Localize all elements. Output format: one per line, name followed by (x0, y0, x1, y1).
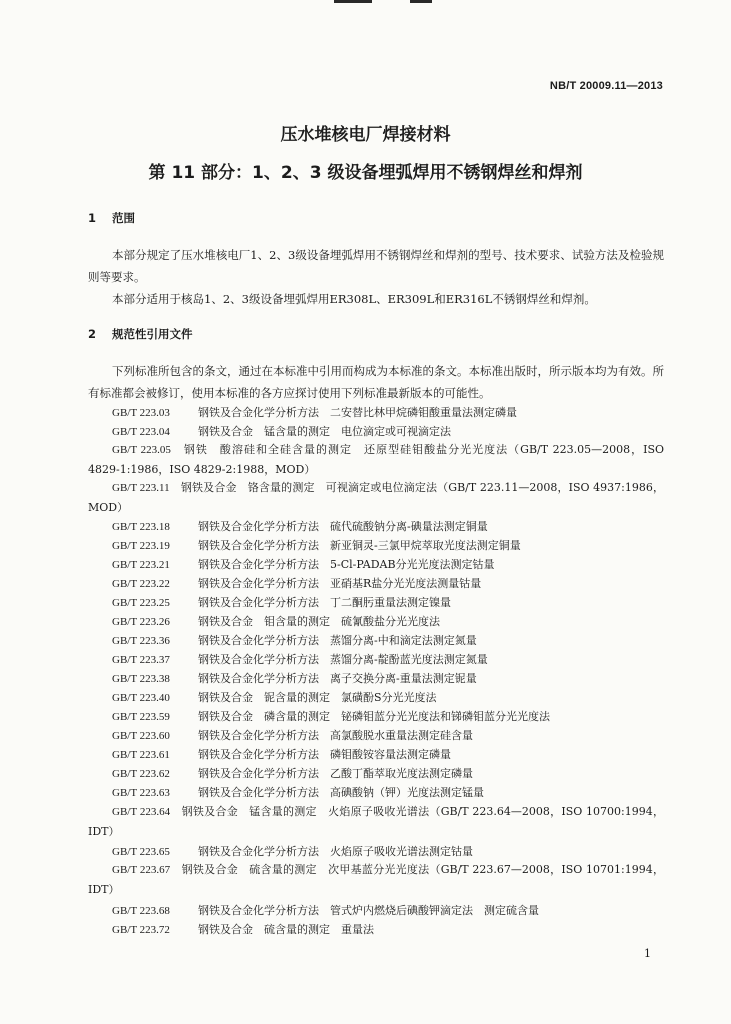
reference-item (112, 404, 517, 420)
reference-item (112, 843, 473, 859)
section-title: 范围 (112, 211, 136, 225)
document-title: 压水堆核电厂焊接材料 (280, 125, 451, 145)
scope-paragraph: 本部分适用于核岛1、2、3级设备埋弧焊用ER308L、ER309L和ER316L不锈钢焊丝和焊剂。 (112, 292, 596, 306)
reference-item (112, 575, 481, 591)
reference-code: GB/T 223.68 (112, 905, 170, 917)
reference-code: GB/T 223.18 (112, 521, 170, 533)
reference-title: 钢铁及合金 铬含量的测定 可视滴定或电位滴定法（GB/T 223.11—2008，ISO 4937:1986，MOD） (88, 481, 665, 514)
reference-title: 钢铁及合金化学分析方法 5-Cl-PADAB分光光度法测定钴量 (198, 558, 495, 571)
reference-code: GB/T 223.26 (112, 616, 170, 628)
reference-title: 钢铁及合金化学分析方法 二安替比林甲烷磷钼酸重量法测定磷量 (198, 406, 517, 419)
reference-item (112, 727, 473, 743)
reference-code: GB/T 223.40 (112, 692, 170, 704)
reference-item (112, 689, 437, 705)
reference-title: 钢铁及合金化学分析方法 硫代硫酸钠分离-碘量法测定铜量 (198, 520, 488, 533)
reference-item (112, 613, 440, 629)
reference-title: 钢铁及合金化学分析方法 离子交换分离-重量法测定铌量 (198, 672, 477, 685)
reference-title: 钢铁及合金 硫含量的测定 次甲基蓝分光光度法（GB/T 223.67—2008，ISO 10701:1994，IDT） (88, 863, 665, 896)
reference-item (112, 556, 495, 572)
reference-title: 钢铁及合金化学分析方法 管式炉内燃烧后碘酸钾滴定法 测定硫含量 (198, 904, 539, 917)
reference-title: 钢铁及合金化学分析方法 高氯酸脱水重量法测定硅含量 (198, 729, 473, 742)
standard-code: NB/T 20009.11—2013 (549, 80, 663, 92)
section-number: 1 (88, 211, 97, 225)
scope-paragraph: 本部分规定了压水堆核电厂1、2、3级设备埋弧焊用不锈钢焊丝和焊剂的型号、技术要求、试验方法及检验规则等要求。 (88, 248, 664, 284)
reference-title: 钢铁及合金 磷含量的测定 铋磷钼蓝分光光度法和锑磷钼蓝分光光度法 (198, 710, 550, 723)
reference-code: GB/T 223.61 (112, 749, 170, 761)
reference-item (112, 651, 488, 667)
reference-item (112, 765, 473, 781)
reference-title: 钢铁及合金化学分析方法 乙酸丁酯萃取光度法测定磷量 (198, 767, 473, 780)
reference-item (112, 632, 477, 648)
reference-item (88, 802, 664, 842)
reference-code: GB/T 223.37 (112, 654, 170, 666)
reference-code: GB/T 223.21 (112, 559, 170, 571)
reference-item (112, 670, 477, 686)
reference-code: GB/T 223.64 (112, 806, 171, 818)
reference-code: GB/T 223.19 (112, 540, 170, 552)
reference-code: GB/T 223.59 (112, 711, 170, 723)
scan-edge-mark (410, 0, 432, 3)
reference-title: 钢铁及合金 铌含量的测定 氯磺酚S分光光度法 (198, 691, 437, 704)
reference-item (112, 518, 488, 534)
reference-code: GB/T 223.05 (112, 444, 171, 456)
scan-edge-mark (334, 0, 372, 3)
reference-item (88, 478, 664, 518)
reference-title: 钢铁及合金化学分析方法 蒸馏分离-中和滴定法测定氮量 (198, 634, 477, 647)
reference-item (112, 423, 451, 439)
document-subtitle: 第 11 部分：1、2、3 级设备埋弧焊用不锈钢焊丝和焊剂 (148, 163, 583, 183)
reference-code: GB/T 223.65 (112, 846, 170, 858)
reference-code: GB/T 223.63 (112, 787, 170, 799)
reference-title: 钢铁及合金化学分析方法 磷钼酸铵容量法测定磷量 (198, 748, 451, 761)
reference-code: GB/T 223.22 (112, 578, 170, 590)
reference-code: GB/T 223.72 (112, 924, 170, 936)
page-number: 1 (644, 947, 651, 960)
reference-title: 钢铁 酸溶硅和全硅含量的测定 还原型硅钼酸盐分光光度法（GB/T 223.05—2008，ISO 4829-1:1986，ISO 4829-2:1988，MOD） (88, 443, 665, 476)
reference-title: 钢铁及合金 锰含量的测定 电位滴定或可视滴定法 (198, 425, 451, 438)
references-intro-paragraph: 下列标准所包含的条文，通过在本标准中引用而构成为本标准的条文。本标准出版时，所示版本均为有效。所有标准都会被修订，使用本标准的各方应探讨使用下列标准最新版本的可能性。 (88, 364, 664, 400)
reference-title: 钢铁及合金 锰含量的测定 火焰原子吸收光谱法（GB/T 223.64—2008，ISO 10700:1994，IDT） (88, 805, 665, 838)
reference-code: GB/T 223.67 (112, 864, 171, 876)
reference-item (112, 746, 451, 762)
reference-item (88, 860, 664, 900)
reference-item (112, 708, 550, 724)
section-title: 规范性引用文件 (112, 327, 193, 341)
reference-code: GB/T 223.11 (112, 482, 170, 494)
reference-code: GB/T 223.36 (112, 635, 170, 647)
reference-item (112, 784, 484, 800)
reference-item (112, 594, 451, 610)
reference-item (112, 921, 374, 937)
reference-title: 钢铁及合金 硫含量的测定 重量法 (198, 923, 374, 936)
reference-code: GB/T 223.03 (112, 407, 170, 419)
reference-code: GB/T 223.04 (112, 426, 170, 438)
reference-code: GB/T 223.38 (112, 673, 170, 685)
section-number: 2 (88, 327, 97, 341)
section-heading-scope (88, 210, 135, 226)
reference-item (88, 440, 664, 480)
reference-title: 钢铁及合金 钼含量的测定 硫氰酸盐分光光度法 (198, 615, 440, 628)
section-heading-normative-references (88, 326, 193, 342)
reference-item (112, 902, 539, 918)
reference-code: GB/T 223.62 (112, 768, 170, 780)
reference-code: GB/T 223.25 (112, 597, 170, 609)
reference-title: 钢铁及合金化学分析方法 丁二酮肟重量法测定镍量 (198, 596, 451, 609)
reference-title: 钢铁及合金化学分析方法 新亚铜灵-三氯甲烷萃取光度法测定铜量 (198, 539, 521, 552)
reference-title: 钢铁及合金化学分析方法 蒸馏分离-靛酚蓝光度法测定氮量 (198, 653, 488, 666)
reference-title: 钢铁及合金化学分析方法 高碘酸钠（钾）光度法测定锰量 (198, 786, 484, 799)
reference-item (112, 537, 521, 553)
reference-title: 钢铁及合金化学分析方法 火焰原子吸收光谱法测定钴量 (198, 845, 473, 858)
reference-code: GB/T 223.60 (112, 730, 170, 742)
reference-title: 钢铁及合金化学分析方法 亚硝基R盐分光光度法测量钴量 (198, 577, 482, 590)
